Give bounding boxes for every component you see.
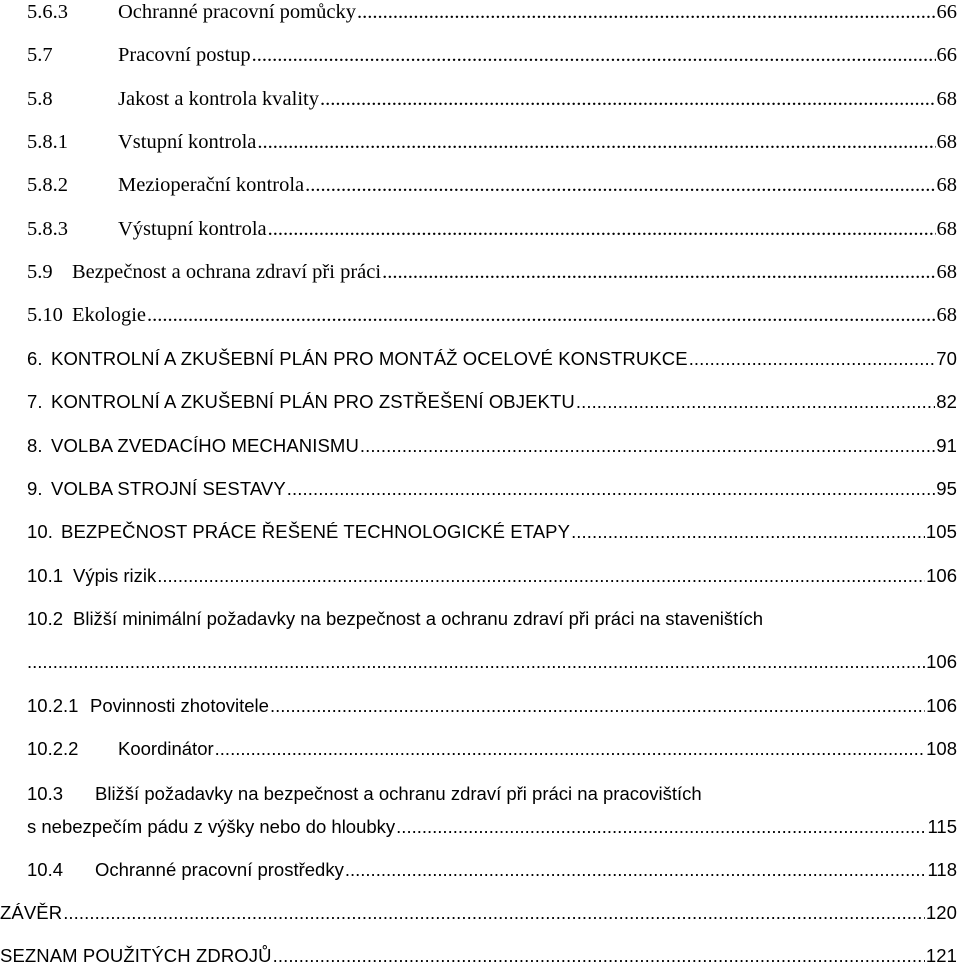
toc-entry-number: 8. <box>27 435 43 456</box>
toc-entry-title: Pracovní postup <box>118 44 251 66</box>
toc-entry-page: 68 <box>936 88 957 110</box>
dot-leader <box>287 472 935 506</box>
toc-entry[interactable] <box>27 342 957 376</box>
toc-entry[interactable] <box>27 602 957 636</box>
toc-entry-page: 68 <box>936 174 957 196</box>
toc-entry-page: 66 <box>936 44 957 66</box>
toc-entry[interactable] <box>27 212 957 246</box>
toc-entry[interactable] <box>27 732 957 766</box>
toc-entry[interactable] <box>27 125 957 159</box>
toc-entry[interactable] <box>27 515 957 549</box>
dot-leader <box>268 212 936 246</box>
toc-entry-page: 118 <box>927 859 957 880</box>
toc-entry-title: BEZPEČNOST PRÁCE ŘEŠENÉ TECHNOLOGICKÉ ETAPY <box>61 521 571 542</box>
toc-entry-number: 5.8.3 <box>27 218 68 240</box>
toc-entry[interactable] <box>27 255 957 289</box>
toc-entry-page: 82 <box>936 391 957 412</box>
toc-entry-number: 5.9 <box>27 261 53 283</box>
toc-entry-page: 68 <box>936 261 957 283</box>
toc-entry-number: 10.2.1 <box>27 695 79 716</box>
toc-entry-number: 10.2.2 <box>27 738 79 759</box>
toc-entry-number: 10.3 <box>27 783 64 804</box>
dot-leader <box>320 82 936 116</box>
dot-leader <box>157 559 925 593</box>
toc-entry-page: 106 <box>926 651 957 672</box>
toc-entry-title: Vstupní kontrola <box>118 131 257 153</box>
toc-entry[interactable] <box>27 472 957 506</box>
toc-entry-number: 5.7 <box>27 44 53 66</box>
toc-entry-continuation[interactable] <box>27 810 957 844</box>
toc-entry-title: Jakost a kontrola kvality <box>118 88 319 110</box>
dot-leader <box>270 689 925 723</box>
toc-entry-number: 6. <box>27 348 43 369</box>
dot-leader <box>689 342 936 376</box>
toc-entry-number: 5.6.3 <box>27 1 68 23</box>
toc-entry[interactable] <box>27 777 957 811</box>
dot-leader <box>357 0 936 29</box>
toc-entry-number: 5.8.2 <box>27 174 68 196</box>
toc-entry-title: s nebezpečím pádu z výšky nebo do hloubky <box>27 816 396 837</box>
toc-entry-page: 108 <box>926 738 957 759</box>
dot-leader <box>345 853 927 887</box>
toc-entry-title: Mezioperační kontrola <box>118 174 305 196</box>
toc-entry[interactable] <box>27 82 957 116</box>
toc-entry-page: 106 <box>926 695 957 716</box>
toc-entry-page: 70 <box>936 348 957 369</box>
toc-entry-title: Výpis rizik <box>73 565 157 586</box>
toc-entry[interactable] <box>27 298 957 332</box>
toc-entry[interactable] <box>27 853 957 887</box>
toc-entry-page: 68 <box>936 218 957 240</box>
toc-entry[interactable] <box>27 0 957 29</box>
toc-entry[interactable] <box>0 896 957 930</box>
toc-entry-page: 68 <box>936 131 957 153</box>
toc-entry-number: 5.8.1 <box>27 131 68 153</box>
toc-entry-page: 91 <box>936 435 957 456</box>
toc-entry[interactable] <box>27 429 957 463</box>
toc-entry-title: Povinnosti zhotovitele <box>90 695 269 716</box>
toc-entry-title: Bližší požadavky na bezpečnost a ochranu zdraví při práci na pracovištích <box>95 783 702 804</box>
toc-entry[interactable] <box>27 559 957 593</box>
toc-entry-title: KONTROLNÍ A ZKUŠEBNÍ PLÁN PRO ZSTŘEŠENÍ OBJEKTU <box>51 391 575 412</box>
toc-entry-page: 106 <box>926 565 957 586</box>
dot-leader <box>252 38 936 72</box>
toc-entry-title: Ochranné pracovní pomůcky <box>118 1 356 23</box>
dot-leader <box>396 810 926 844</box>
toc-entry-title: Koordinátor <box>118 738 214 759</box>
toc-entry-continuation[interactable] <box>27 645 957 679</box>
toc-entry-number: 5.8 <box>27 88 53 110</box>
toc-entry-number: 10.1 <box>27 565 64 586</box>
toc-entry-page: 95 <box>936 478 957 499</box>
toc-entry-page: 68 <box>936 304 957 326</box>
toc-entry-number: 10. <box>27 521 54 542</box>
toc-entry[interactable] <box>27 38 957 72</box>
toc-entry-title: Ekologie <box>72 304 147 326</box>
toc-entry-number: 5.10 <box>27 304 63 326</box>
toc-entry-page: 115 <box>927 816 957 837</box>
toc-entry-page: 121 <box>925 945 957 966</box>
dot-leader <box>576 385 935 419</box>
dot-leader <box>571 515 925 549</box>
toc-entry-page: 120 <box>925 902 957 923</box>
toc-entry[interactable] <box>27 385 957 419</box>
dot-leader <box>27 645 925 679</box>
toc-entry-number: 10.4 <box>27 859 64 880</box>
toc-entry-title: Výstupní kontrola <box>118 218 267 240</box>
toc-entry[interactable] <box>27 168 957 202</box>
dot-leader <box>305 168 935 202</box>
toc-entry-number: 7. <box>27 391 43 412</box>
dot-leader <box>63 896 925 930</box>
toc-entry-title: ZÁVĚR <box>0 902 63 923</box>
dot-leader <box>360 429 935 463</box>
dot-leader <box>215 732 925 766</box>
toc-entry-title: KONTROLNÍ A ZKUŠEBNÍ PLÁN PRO MONTÁŽ OCELOVÉ KONSTRUKCE <box>51 348 688 369</box>
toc-entry-title: VOLBA ZVEDACÍHO MECHANISMU <box>51 435 359 456</box>
toc-entry-title: Bližší minimální požadavky na bezpečnost a ochranu zdraví při práci na staveništích <box>73 608 763 629</box>
toc-entry-page: 105 <box>925 521 957 542</box>
toc-entry-number: 10.2 <box>27 608 64 629</box>
dot-leader <box>382 255 935 289</box>
toc-entry-number: 9. <box>27 478 43 499</box>
toc-entry-title: SEZNAM POUŽITÝCH ZDROJŮ <box>0 945 272 966</box>
dot-leader <box>257 125 935 159</box>
toc-entry-title: VOLBA STROJNÍ SESTAVY <box>51 478 286 499</box>
toc-entry-title: Bezpečnost a ochrana zdraví při práci <box>72 261 382 283</box>
toc-entry[interactable] <box>27 689 957 723</box>
toc-entry-page: 66 <box>936 1 957 23</box>
toc-entry-title: Ochranné pracovní prostředky <box>95 859 344 880</box>
dot-leader <box>147 298 935 332</box>
